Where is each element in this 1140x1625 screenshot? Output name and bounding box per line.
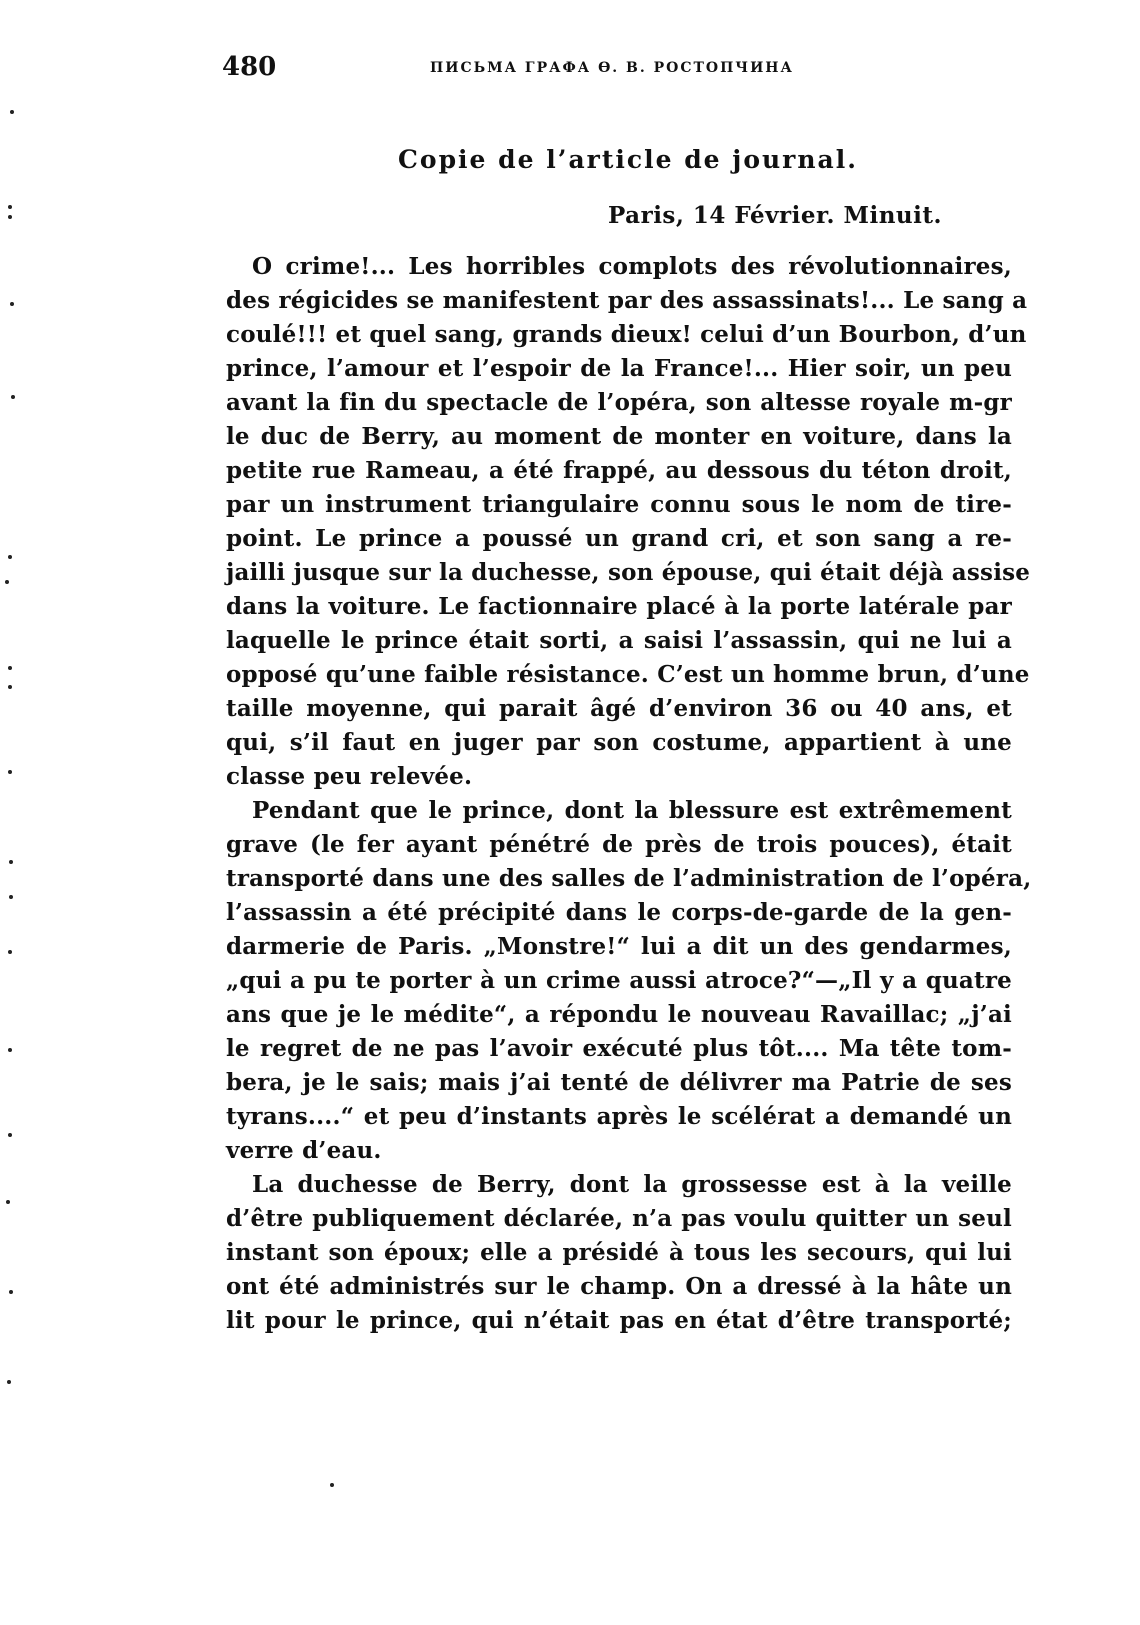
text-line: l’assassin a été précipité dans le corps-de-garde de la gen- bbox=[226, 899, 1012, 926]
scan-speck bbox=[8, 950, 12, 954]
text-line: opposé qu’une faible résistance. C’est un homme brun, d’une bbox=[226, 661, 1030, 688]
scan-speck bbox=[330, 1483, 334, 1487]
text-line: le regret de ne pas l’avoir exécuté plus tôt.... Ma tête tom- bbox=[226, 1035, 1012, 1062]
text-line: tyrans....“ et peu d’instants après le scélérat a demandé un bbox=[226, 1103, 1012, 1130]
scan-speck bbox=[8, 555, 12, 559]
scan-speck bbox=[5, 580, 9, 584]
text-line: classe peu relevée. bbox=[226, 763, 473, 790]
scan-speck bbox=[8, 205, 12, 209]
scan-speck bbox=[9, 860, 13, 864]
text-line: verre d’eau. bbox=[226, 1137, 382, 1164]
text-line: d’être publiquement déclarée, n’a pas voulu quitter un seul bbox=[226, 1205, 1012, 1232]
text-line: grave (le fer ayant pénétré de près de trois pouces), était bbox=[226, 831, 1012, 858]
text-line: O crime!... Les horribles complots des révolutionnaires, bbox=[252, 253, 1012, 280]
scan-speck bbox=[8, 1048, 12, 1052]
article-body bbox=[226, 250, 1032, 1338]
text-line: ans que je le médite“, a répondu le nouveau Ravaillac; „j’ai bbox=[226, 1001, 1012, 1028]
text-line: le duc de Berry, au moment de monter en voiture, dans la bbox=[226, 423, 1012, 450]
text-line: dans la voiture. Le factionnaire placé à la porte latérale par bbox=[226, 593, 1012, 620]
text-line: laquelle le prince était sorti, a saisi l’assassin, qui ne lui a bbox=[226, 627, 1012, 654]
scan-speck bbox=[8, 770, 12, 774]
scan-speck bbox=[10, 110, 14, 114]
scan-speck bbox=[9, 895, 13, 899]
text-line: qui, s’il faut en juger par son costume, appartient à une bbox=[226, 729, 1012, 756]
text-line: ont été administrés sur le champ. On a dressé à la hâte un bbox=[226, 1273, 1012, 1300]
text-line: Pendant que le prince, dont la blessure est extrêmement bbox=[252, 797, 1012, 824]
text-line: lit pour le prince, qui n’était pas en état d’être transporté; bbox=[226, 1307, 1012, 1334]
text-line: „qui a pu te porter à un crime aussi atroce?“—„Il y a quatre bbox=[226, 967, 1012, 994]
text-line: des régicides se manifestent par des assassinats!... Le sang a bbox=[226, 287, 1028, 314]
text-line: petite rue Rameau, a été frappé, au dessous du téton droit, bbox=[226, 457, 1012, 484]
text-line: prince, l’amour et l’espoir de la France!... Hier soir, un peu bbox=[226, 355, 1012, 382]
text-line: bera, je le sais; mais j’ai tenté de délivrer ma Patrie de ses bbox=[226, 1069, 1012, 1096]
text-line: taille moyenne, qui parait âgé d’environ 36 ou 40 ans, et bbox=[226, 695, 1012, 722]
scan-speck bbox=[11, 395, 15, 399]
scan-speck bbox=[8, 685, 12, 689]
text-line: darmerie de Paris. „Monstre!“ lui a dit un des gendarmes, bbox=[226, 933, 1012, 960]
scan-speck bbox=[7, 1380, 11, 1384]
scan-margin-specks bbox=[0, 0, 30, 1625]
page-number: 480 bbox=[222, 52, 277, 82]
scan-speck bbox=[9, 1290, 13, 1294]
text-line: transporté dans une des salles de l’administration de l’opéra, bbox=[226, 865, 1032, 892]
text-line: point. Le prince a poussé un grand cri, et son sang a re- bbox=[226, 525, 1012, 552]
scan-speck bbox=[10, 302, 14, 306]
running-title: ПИСЬМА ГРАФА Ѳ. В. РОСТОПЧИНА bbox=[430, 60, 794, 76]
scan-speck bbox=[6, 1200, 10, 1204]
text-line: avant la fin du spectacle de l’opéra, son altesse royale m-gr bbox=[226, 389, 1012, 416]
article-title: Copie de l’article de journal. bbox=[398, 145, 858, 174]
scan-speck bbox=[8, 215, 12, 219]
text-line: jailli jusque sur la duchesse, son épouse, qui était déjà assise bbox=[226, 559, 1031, 586]
text-line: coulé!!! et quel sang, grands dieux! celui d’un Bourbon, d’un bbox=[226, 321, 1027, 348]
text-line: instant son époux; elle a présidé à tous les secours, qui lui bbox=[226, 1239, 1012, 1266]
text-line: La duchesse de Berry, dont la grossesse est à la veille bbox=[252, 1171, 1012, 1198]
text-line: par un instrument triangulaire connu sous le nom de tire- bbox=[226, 491, 1012, 518]
scan-speck bbox=[8, 666, 12, 670]
scan-speck bbox=[8, 1133, 12, 1137]
dateline: Paris, 14 Février. Minuit. bbox=[608, 202, 943, 229]
